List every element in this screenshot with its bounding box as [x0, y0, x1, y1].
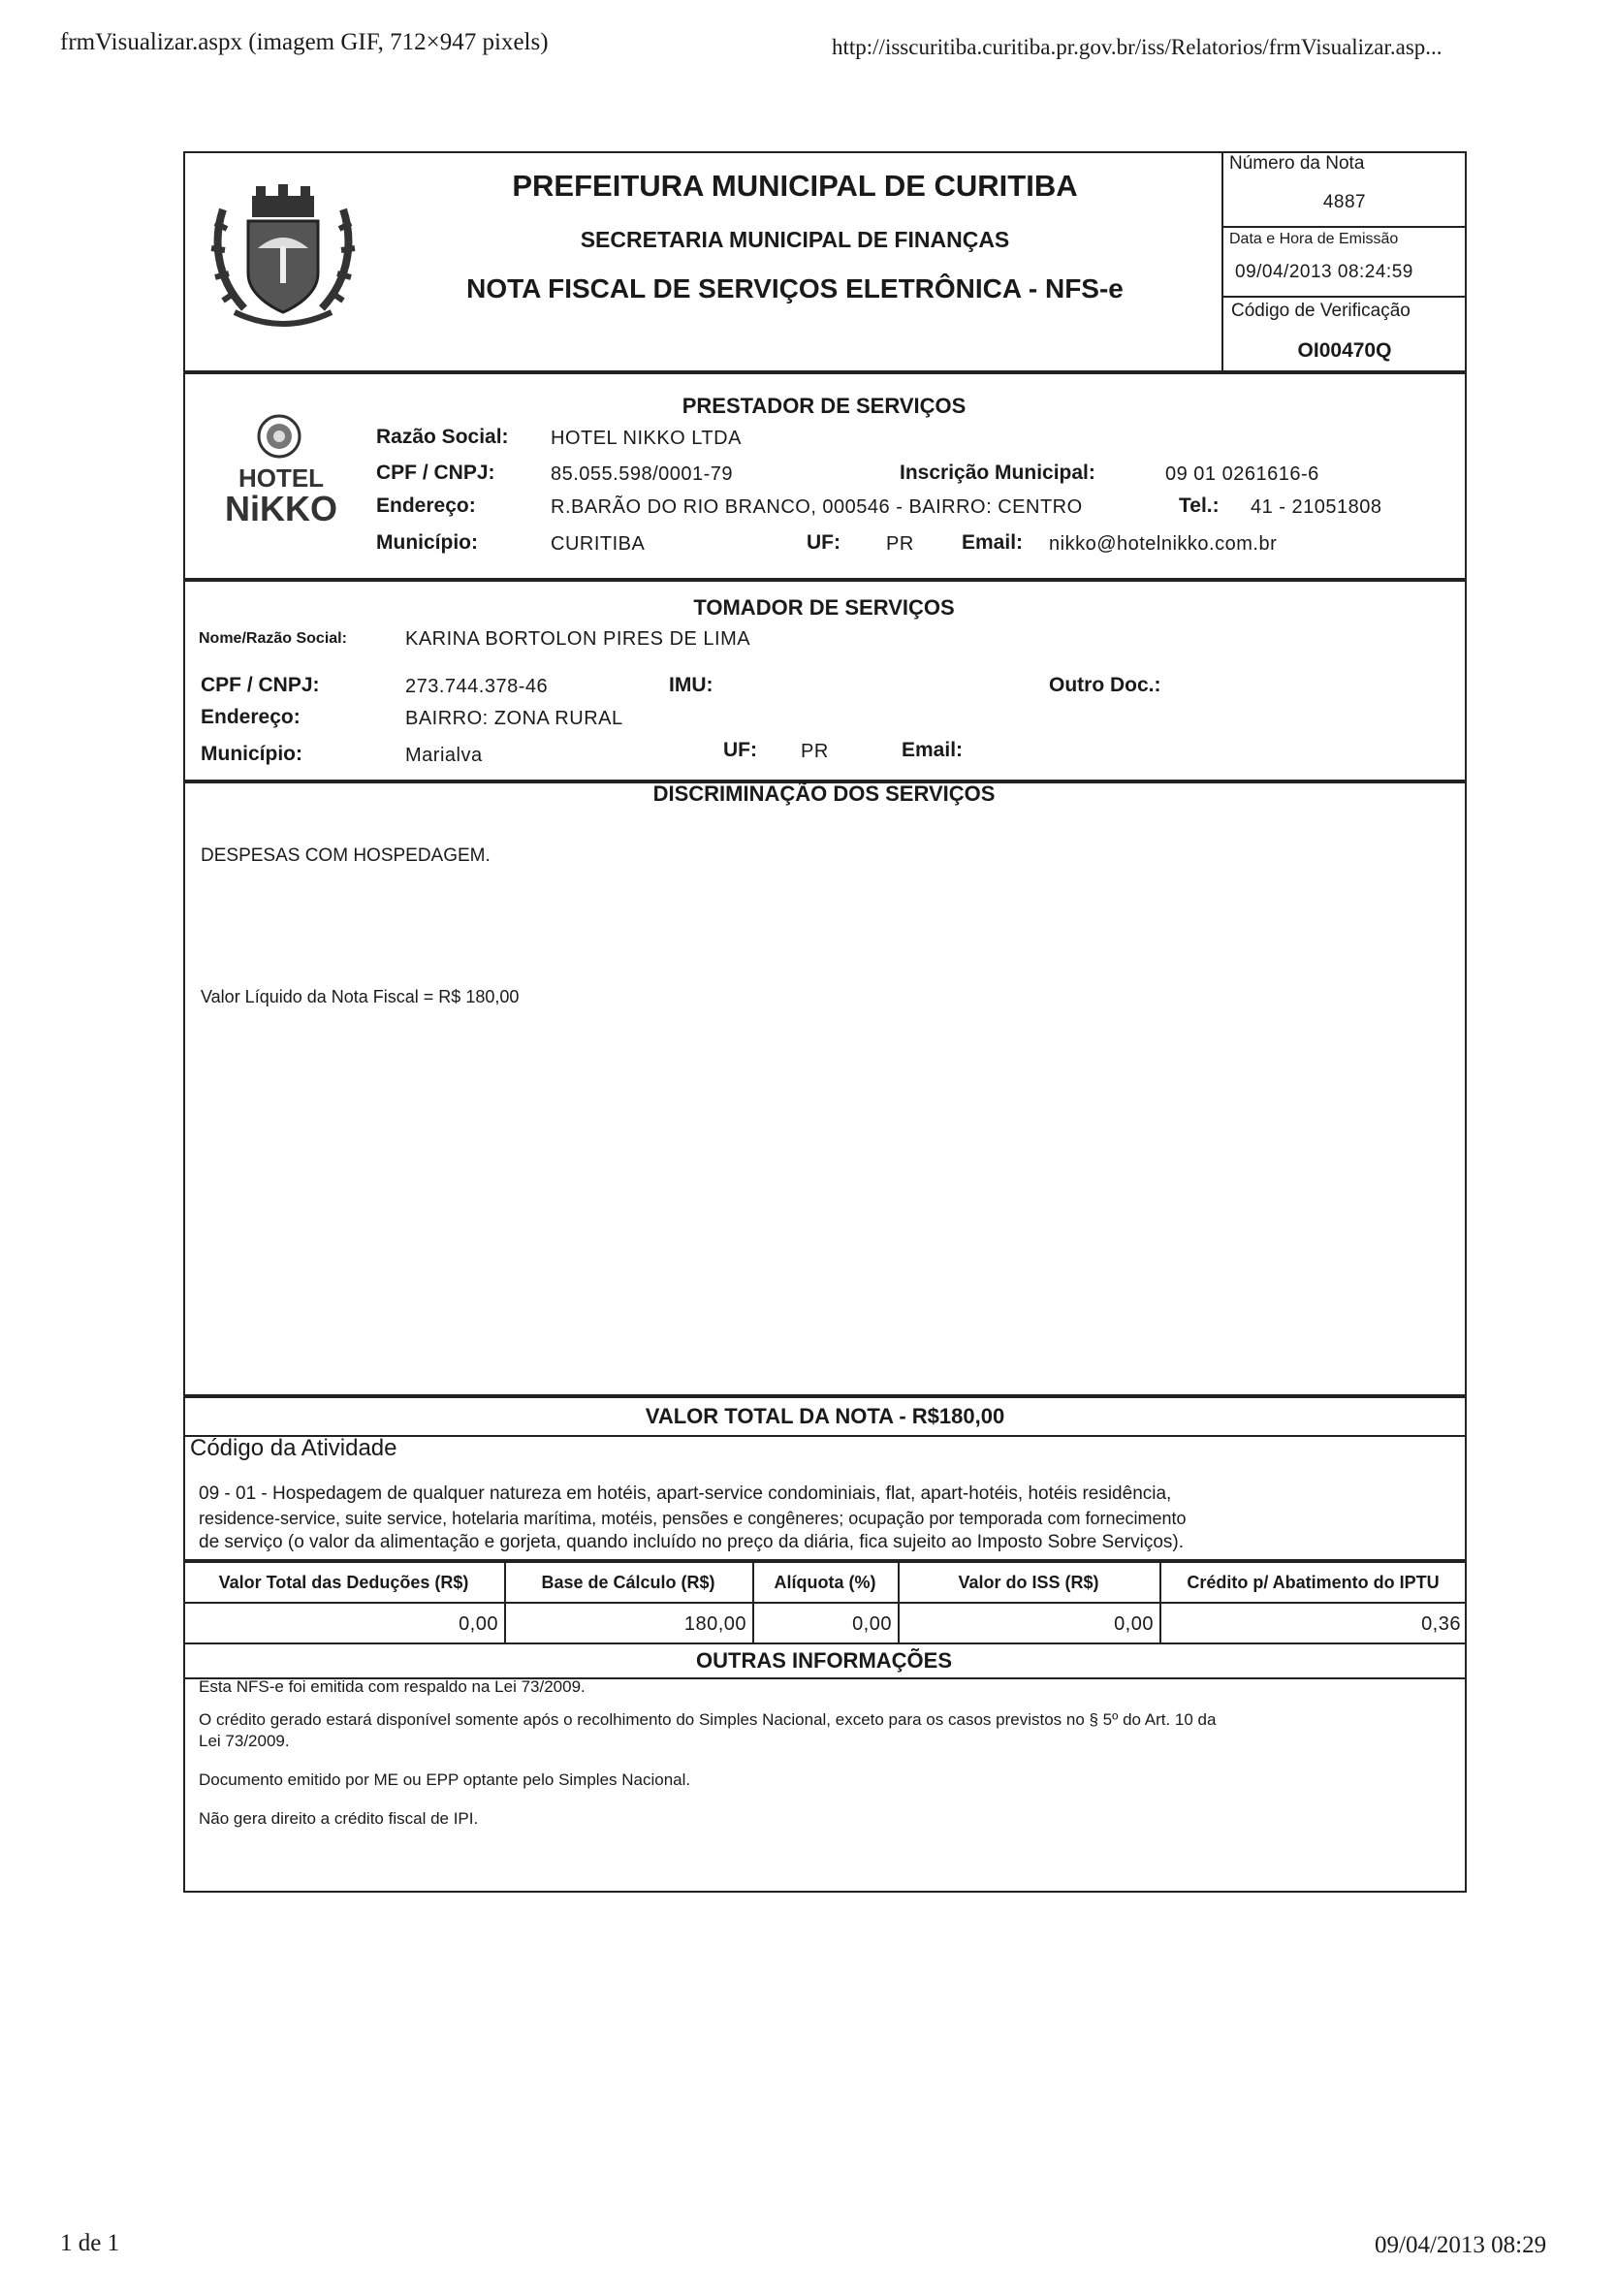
tomador-municipio-label: Município:: [201, 743, 302, 765]
outras-line-2a: O crédito gerado estará disponível somente após o recolhimento do Simples Nacional, exceto para os casos previstos no § 5º do Art. 10 da: [199, 1710, 1217, 1729]
tomador-cpf-label: CPF / CNPJ:: [201, 674, 320, 696]
curitiba-coat-of-arms-icon: [206, 180, 361, 335]
document-title: NOTA FISCAL DE SERVIÇOS ELETRÔNICA - NFS-e: [466, 273, 1124, 303]
tomador-section-title: TOMADOR DE SERVIÇOS: [693, 595, 955, 620]
codigo-atividade-label: Código da Atividade: [190, 1435, 397, 1461]
hotel-emblem-icon: [256, 413, 302, 460]
valor-iss-header: Valor do ISS (R$): [958, 1573, 1099, 1592]
credito-iptu-value: 0,36: [1421, 1613, 1461, 1635]
outras-section-title: OUTRAS INFORMAÇÕES: [696, 1648, 952, 1673]
base-calculo-value: 180,00: [683, 1613, 746, 1635]
credito-iptu-header: Crédito p/ Abatimento do IPTU: [1187, 1573, 1440, 1592]
outras-line-3: Documento emitido por ME ou EPP optante pelo Simples Nacional.: [199, 1770, 691, 1789]
razao-social-value: HOTEL NIKKO LTDA: [551, 428, 742, 449]
telefone-value: 41 - 21051808: [1251, 496, 1382, 518]
tomador-uf-value: PR: [801, 741, 829, 762]
base-calculo-header: Base de Cálculo (R$): [541, 1573, 715, 1592]
print-datetime: 09/04/2013 08:29: [1375, 2232, 1547, 2258]
prestador-cnpj-value: 85.055.598/0001-79: [551, 463, 734, 485]
discriminacao-box: [183, 781, 1467, 1396]
atividade-desc-line-1: 09 - 01 - Hospedagem de qualquer natureza em hotéis, apart-service condominiais, flat, apart-hotéis, hotéis residência,: [199, 1483, 1172, 1504]
atividade-desc-line-3: de serviço (o valor da alimentação e gorjeta, quando incluído no preço da diária, fica sujeito ao Imposto Sobre Serviços).: [199, 1532, 1185, 1552]
prestador-email-label: Email:: [962, 531, 1024, 554]
discriminacao-line-1: DESPESAS COM HOSPEDAGEM.: [201, 845, 491, 866]
prestador-endereco-value: R.BARÃO DO RIO BRANCO, 000546 - BAIRRO: CENTRO: [551, 496, 1083, 518]
inscricao-municipal-value: 09 01 0261616-6: [1165, 463, 1319, 485]
aliquota-header: Alíquota (%): [774, 1573, 876, 1592]
prestador-municipio-label: Município:: [376, 531, 478, 554]
nota-number-value: 4887: [1322, 192, 1367, 212]
prestador-section-title: PRESTADOR DE SERVIÇOS: [682, 394, 967, 418]
prestador-uf-label: UF:: [807, 531, 840, 554]
hotel-nikko-logo: HOTEL NiKKO: [213, 399, 349, 555]
prestador-email-value: nikko@hotelnikko.com.br: [1049, 533, 1278, 555]
tomador-nome-label: Nome/Razão Social:: [199, 630, 347, 647]
prestador-endereco-label: Endereço:: [376, 494, 476, 517]
tomador-nome-value: KARINA BORTOLON PIRES DE LIMA: [405, 628, 751, 650]
valor-total-nota: VALOR TOTAL DA NOTA - R$180,00: [645, 1404, 1005, 1428]
org-name: PREFEITURA MUNICIPAL DE CURITIBA: [512, 169, 1078, 203]
dept-name: SECRETARIA MUNICIPAL DE FINANÇAS: [580, 227, 1010, 252]
emission-date-value: 09/04/2013 08:24:59: [1235, 262, 1413, 282]
inscricao-municipal-label: Inscrição Municipal:: [900, 462, 1095, 484]
valor-iss-value: 0,00: [1114, 1613, 1154, 1635]
tomador-endereco-value: BAIRRO: ZONA RURAL: [405, 708, 623, 729]
prestador-municipio-value: CURITIBA: [551, 533, 646, 555]
emission-date-label: Data e Hora de Emissão: [1229, 231, 1399, 247]
tomador-endereco-label: Endereço:: [201, 706, 301, 728]
print-page-title: frmVisualizar.aspx (imagem GIF, 712×947 pixels): [60, 29, 549, 55]
tomador-email-label: Email:: [902, 739, 964, 761]
outras-line-2b: Lei 73/2009.: [199, 1732, 290, 1750]
print-page-url: http://isscuritiba.curitiba.pr.gov.br/iss/Relatorios/frmVisualizar.asp...: [832, 35, 1443, 59]
discriminacao-section-title: DISCRIMINAÇÃO DOS SERVIÇOS: [652, 781, 996, 806]
tomador-imu-label: IMU:: [669, 674, 713, 696]
tomador-uf-label: UF:: [723, 739, 757, 761]
outras-line-1: Esta NFS-e foi emitida com respaldo na Lei 73/2009.: [199, 1677, 586, 1696]
prestador-cnpj-label: CPF / CNPJ:: [376, 462, 495, 484]
nota-number-label: Número da Nota: [1229, 153, 1365, 174]
prestador-uf-value: PR: [886, 533, 914, 555]
verification-code-label: Código de Verificação: [1231, 301, 1411, 321]
tomador-cpf-value: 273.744.378-46: [405, 676, 549, 697]
deducoes-header: Valor Total das Deduções (R$): [218, 1573, 469, 1592]
telefone-label: Tel.:: [1179, 494, 1220, 517]
razao-social-label: Razão Social:: [376, 426, 509, 448]
verification-code-value: OI00470Q: [1297, 339, 1392, 362]
tomador-municipio-value: Marialva: [405, 745, 483, 766]
atividade-desc-line-2: residence-service, suite service, hotelaria marítima, motéis, pensões e congêneres; ocupação por temporada com fornecimento: [199, 1509, 1187, 1528]
discriminacao-line-2: Valor Líquido da Nota Fiscal = R$ 180,00: [201, 987, 520, 1006]
deducoes-value: 0,00: [459, 1613, 498, 1635]
tomador-outro-doc-label: Outro Doc.:: [1049, 674, 1161, 696]
outras-line-4: Não gera direito a crédito fiscal de IPI.: [199, 1809, 479, 1828]
print-page-counter: 1 de 1: [60, 2230, 120, 2256]
aliquota-value: 0,00: [852, 1613, 892, 1635]
